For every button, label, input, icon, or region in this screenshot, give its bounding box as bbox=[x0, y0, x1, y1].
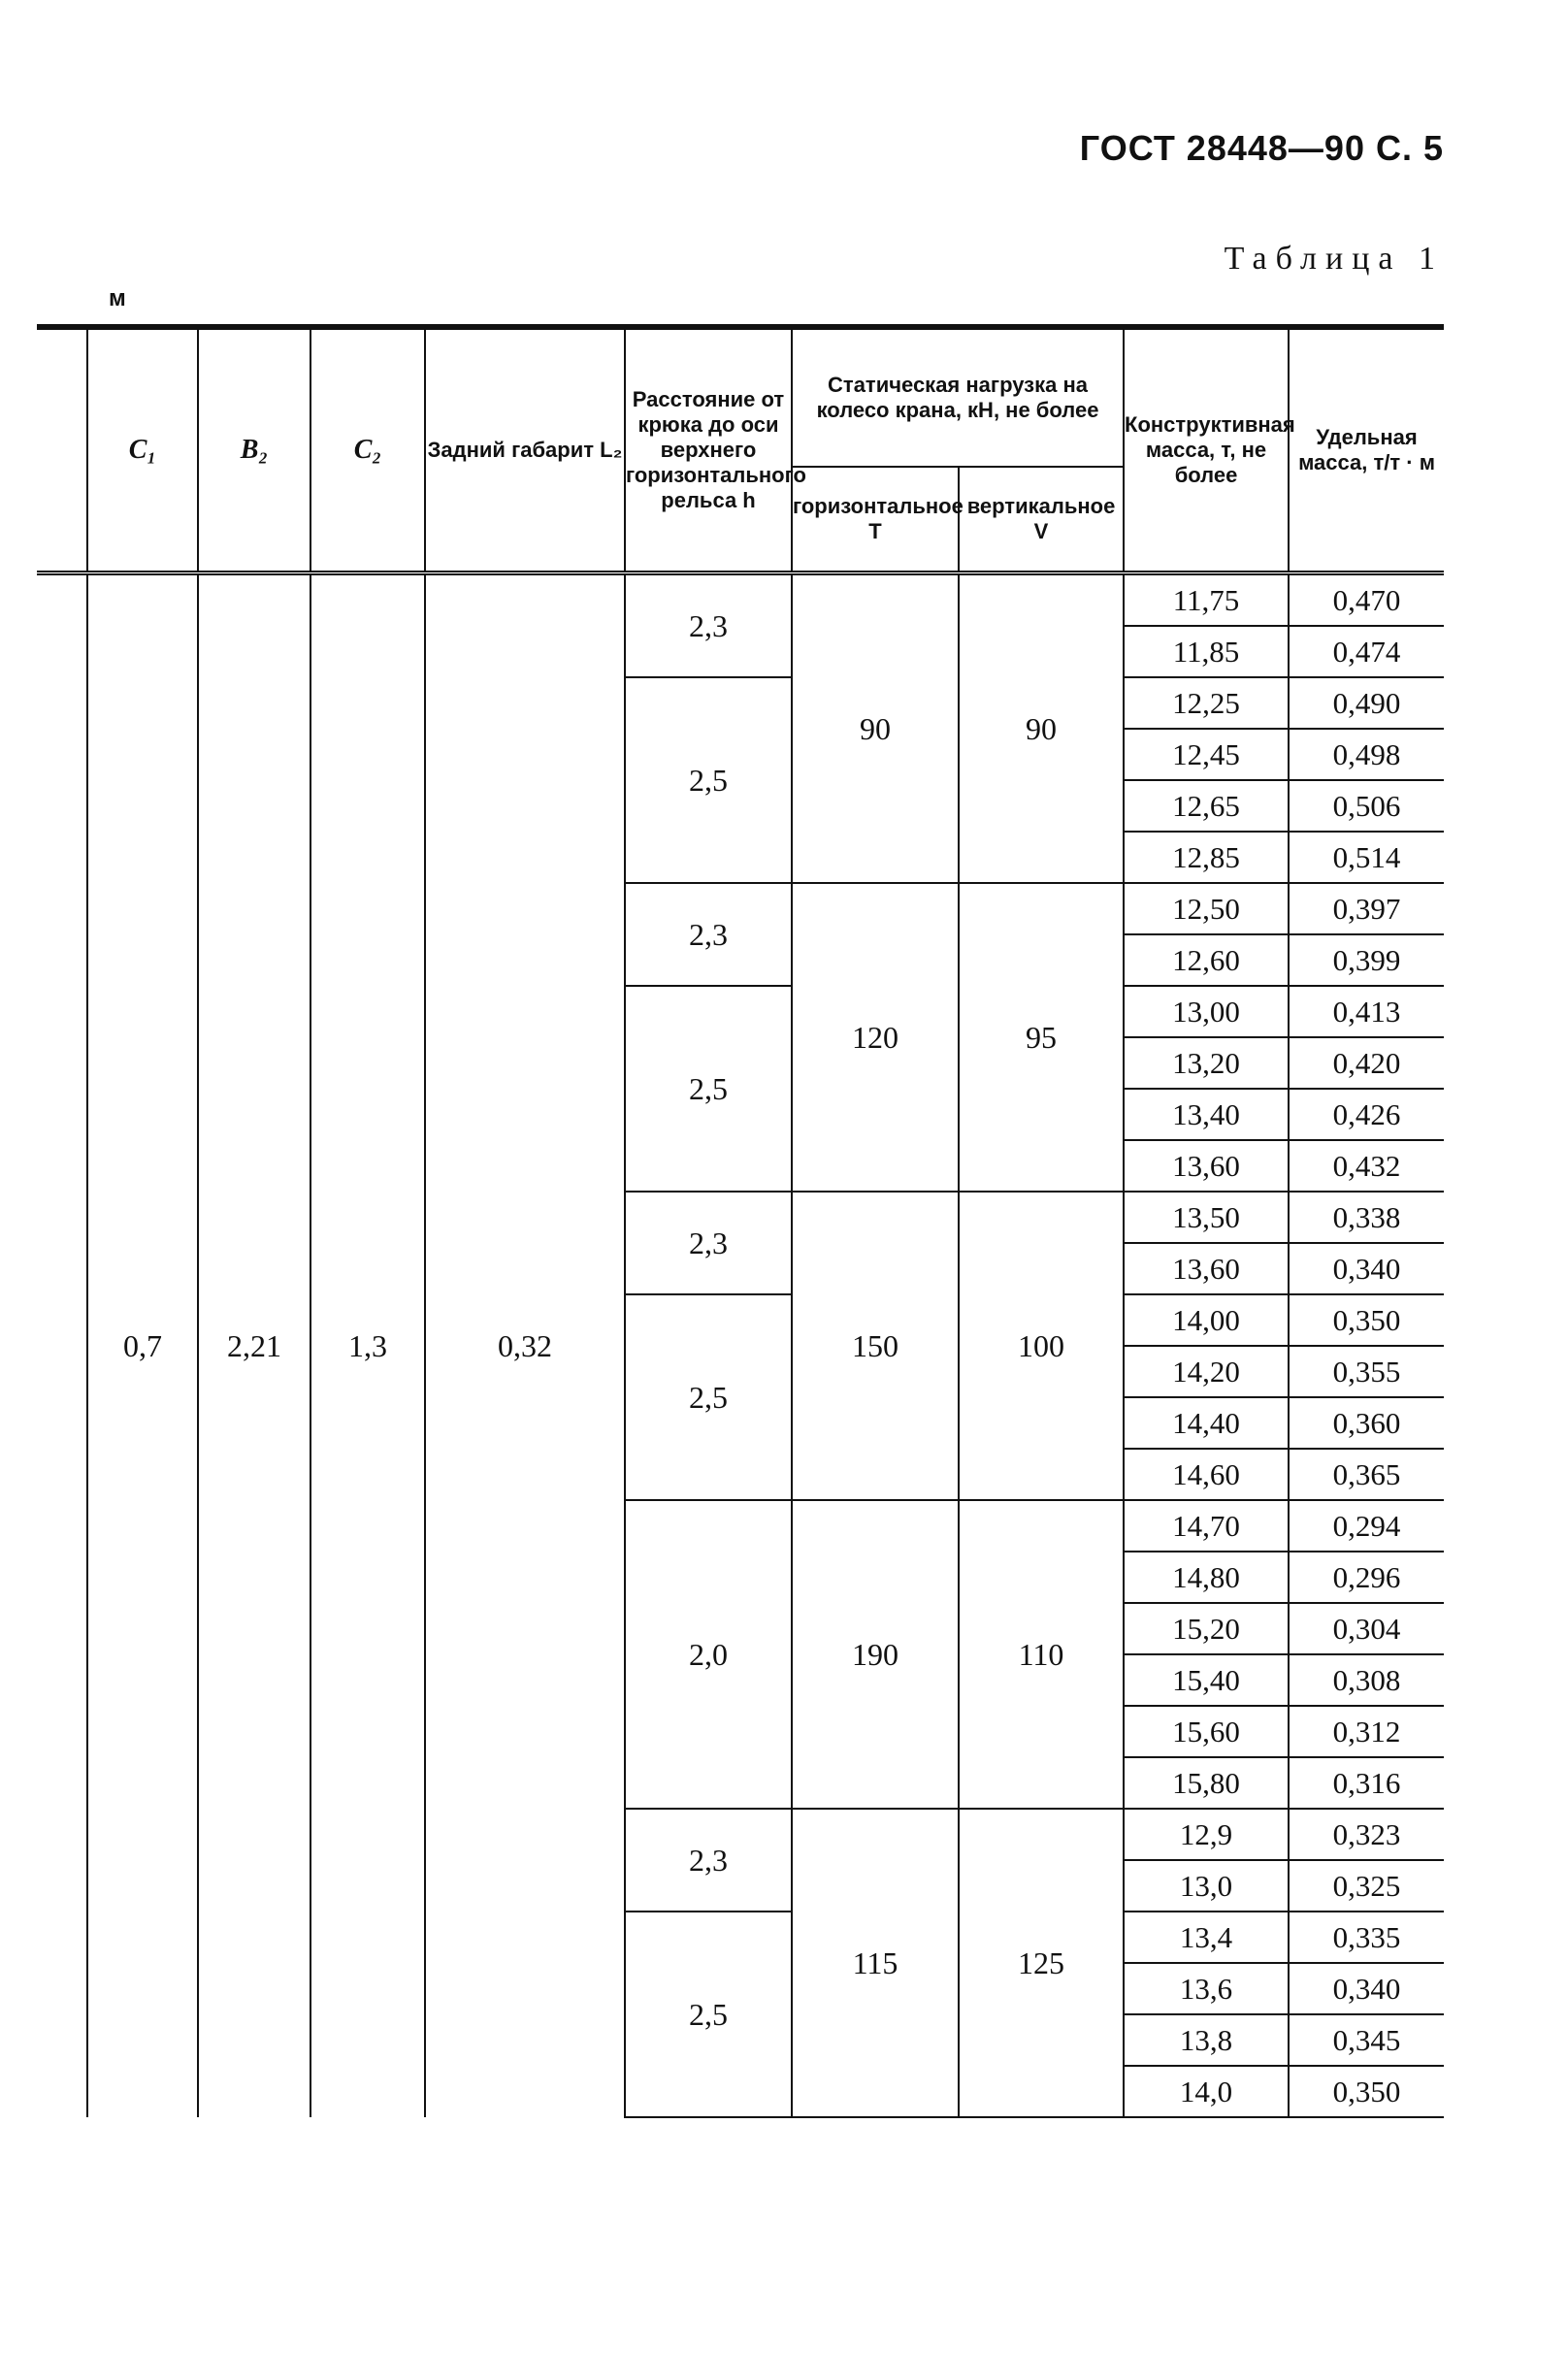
cell-vertical-load: 110 bbox=[959, 1500, 1124, 1809]
cell-specific-mass: 0,323 bbox=[1289, 1809, 1444, 1860]
cell-design-mass: 14,60 bbox=[1124, 1449, 1289, 1500]
cell-specific-mass: 0,490 bbox=[1289, 677, 1444, 729]
cell-horizontal-load: 150 bbox=[792, 1192, 959, 1500]
header-c2: C₂ bbox=[310, 327, 425, 573]
cell-hook-distance: 2,3 bbox=[625, 883, 792, 986]
header-vertical-load: вертикальное V bbox=[959, 467, 1124, 573]
cell-specific-mass: 0,355 bbox=[1289, 1346, 1444, 1397]
cell-design-mass: 14,40 bbox=[1124, 1397, 1289, 1449]
cell-hook-distance: 2,3 bbox=[625, 573, 792, 678]
cell-design-mass: 13,20 bbox=[1124, 1037, 1289, 1089]
cell-design-mass: 12,60 bbox=[1124, 934, 1289, 986]
cell-specific-mass: 0,360 bbox=[1289, 1397, 1444, 1449]
cell-design-mass: 13,8 bbox=[1124, 2014, 1289, 2066]
cell-specific-mass: 0,308 bbox=[1289, 1654, 1444, 1706]
cell-design-mass: 11,85 bbox=[1124, 626, 1289, 677]
cell-specific-mass: 0,304 bbox=[1289, 1603, 1444, 1654]
cell-specific-mass: 0,294 bbox=[1289, 1500, 1444, 1552]
cell-horizontal-load: 115 bbox=[792, 1809, 959, 2117]
cell-hook-distance: 2,3 bbox=[625, 1192, 792, 1294]
header-specific-mass: Удельная масса, т/т · м bbox=[1289, 327, 1444, 573]
cell-specific-mass: 0,432 bbox=[1289, 1140, 1444, 1192]
cell-hook-distance: 2,3 bbox=[625, 1809, 792, 1912]
cell-specific-mass: 0,345 bbox=[1289, 2014, 1444, 2066]
cell-rear-clearance: 0,32 bbox=[425, 573, 625, 2118]
header-spacer bbox=[37, 327, 87, 573]
cell-horizontal-load: 90 bbox=[792, 573, 959, 884]
crane-spec-table-container bbox=[37, 324, 1444, 2118]
cell-design-mass: 11,75 bbox=[1124, 573, 1289, 627]
header-rear-clearance: Задний габарит L₂ bbox=[425, 327, 625, 573]
cell-design-mass: 13,6 bbox=[1124, 1963, 1289, 2014]
cell-design-mass: 14,20 bbox=[1124, 1346, 1289, 1397]
cell-design-mass: 12,85 bbox=[1124, 832, 1289, 883]
page-header: ГОСТ 28448—90 С. 5 bbox=[1079, 128, 1444, 168]
cell-specific-mass: 0,350 bbox=[1289, 2066, 1444, 2117]
cell-b2: 2,21 bbox=[198, 573, 310, 2118]
cell-specific-mass: 0,365 bbox=[1289, 1449, 1444, 1500]
row-spacer-cell bbox=[37, 573, 87, 2118]
cell-specific-mass: 0,420 bbox=[1289, 1037, 1444, 1089]
cell-specific-mass: 0,312 bbox=[1289, 1706, 1444, 1757]
cell-design-mass: 13,60 bbox=[1124, 1243, 1289, 1294]
cell-design-mass: 15,20 bbox=[1124, 1603, 1289, 1654]
table-row bbox=[37, 573, 1444, 627]
cell-hook-distance: 2,5 bbox=[625, 1912, 792, 2117]
cell-vertical-load: 100 bbox=[959, 1192, 1124, 1500]
table-header bbox=[37, 327, 1444, 573]
cell-design-mass: 15,40 bbox=[1124, 1654, 1289, 1706]
cell-design-mass: 13,60 bbox=[1124, 1140, 1289, 1192]
cell-specific-mass: 0,340 bbox=[1289, 1243, 1444, 1294]
header-static-load: Статическая нагрузка на колесо крана, кН, не более bbox=[792, 327, 1124, 467]
cell-specific-mass: 0,325 bbox=[1289, 1860, 1444, 1912]
cell-specific-mass: 0,506 bbox=[1289, 780, 1444, 832]
unit-label: м bbox=[109, 285, 126, 311]
cell-vertical-load: 95 bbox=[959, 883, 1124, 1192]
header-horizontal-load: горизонтальное T bbox=[792, 467, 959, 573]
cell-design-mass: 12,50 bbox=[1124, 883, 1289, 934]
cell-design-mass: 13,50 bbox=[1124, 1192, 1289, 1243]
header-hook-distance: Расстояние от крюка до оси верхнего горизонтального рельса h bbox=[625, 327, 792, 573]
header-b2: B₂ bbox=[198, 327, 310, 573]
cell-horizontal-load: 120 bbox=[792, 883, 959, 1192]
cell-design-mass: 12,25 bbox=[1124, 677, 1289, 729]
cell-design-mass: 12,45 bbox=[1124, 729, 1289, 780]
cell-c2: 1,3 bbox=[310, 573, 425, 2118]
cell-design-mass: 12,65 bbox=[1124, 780, 1289, 832]
cell-specific-mass: 0,316 bbox=[1289, 1757, 1444, 1809]
cell-hook-distance: 2,5 bbox=[625, 1294, 792, 1500]
cell-specific-mass: 0,498 bbox=[1289, 729, 1444, 780]
cell-design-mass: 14,80 bbox=[1124, 1552, 1289, 1603]
cell-specific-mass: 0,514 bbox=[1289, 832, 1444, 883]
cell-design-mass: 13,00 bbox=[1124, 986, 1289, 1037]
table-body bbox=[37, 573, 1444, 2118]
header-c1: C₁ bbox=[87, 327, 198, 573]
cell-specific-mass: 0,350 bbox=[1289, 1294, 1444, 1346]
cell-specific-mass: 0,474 bbox=[1289, 626, 1444, 677]
cell-design-mass: 13,4 bbox=[1124, 1912, 1289, 1963]
cell-c1: 0,7 bbox=[87, 573, 198, 2118]
cell-design-mass: 12,9 bbox=[1124, 1809, 1289, 1860]
table-caption: Таблица 1 bbox=[1224, 241, 1444, 277]
cell-vertical-load: 90 bbox=[959, 573, 1124, 884]
cell-specific-mass: 0,399 bbox=[1289, 934, 1444, 986]
cell-vertical-load: 125 bbox=[959, 1809, 1124, 2117]
cell-specific-mass: 0,413 bbox=[1289, 986, 1444, 1037]
crane-spec-table bbox=[37, 324, 1444, 2118]
cell-specific-mass: 0,426 bbox=[1289, 1089, 1444, 1140]
cell-specific-mass: 0,340 bbox=[1289, 1963, 1444, 2014]
cell-hook-distance: 2,0 bbox=[625, 1500, 792, 1809]
cell-specific-mass: 0,470 bbox=[1289, 573, 1444, 627]
header-design-mass: Конструктивная масса, т, не более bbox=[1124, 327, 1289, 573]
cell-specific-mass: 0,338 bbox=[1289, 1192, 1444, 1243]
cell-design-mass: 15,80 bbox=[1124, 1757, 1289, 1809]
cell-design-mass: 14,70 bbox=[1124, 1500, 1289, 1552]
cell-design-mass: 14,0 bbox=[1124, 2066, 1289, 2117]
cell-design-mass: 13,40 bbox=[1124, 1089, 1289, 1140]
cell-horizontal-load: 190 bbox=[792, 1500, 959, 1809]
cell-specific-mass: 0,397 bbox=[1289, 883, 1444, 934]
cell-design-mass: 13,0 bbox=[1124, 1860, 1289, 1912]
cell-specific-mass: 0,296 bbox=[1289, 1552, 1444, 1603]
cell-hook-distance: 2,5 bbox=[625, 677, 792, 883]
cell-hook-distance: 2,5 bbox=[625, 986, 792, 1192]
cell-design-mass: 14,00 bbox=[1124, 1294, 1289, 1346]
cell-design-mass: 15,60 bbox=[1124, 1706, 1289, 1757]
cell-specific-mass: 0,335 bbox=[1289, 1912, 1444, 1963]
